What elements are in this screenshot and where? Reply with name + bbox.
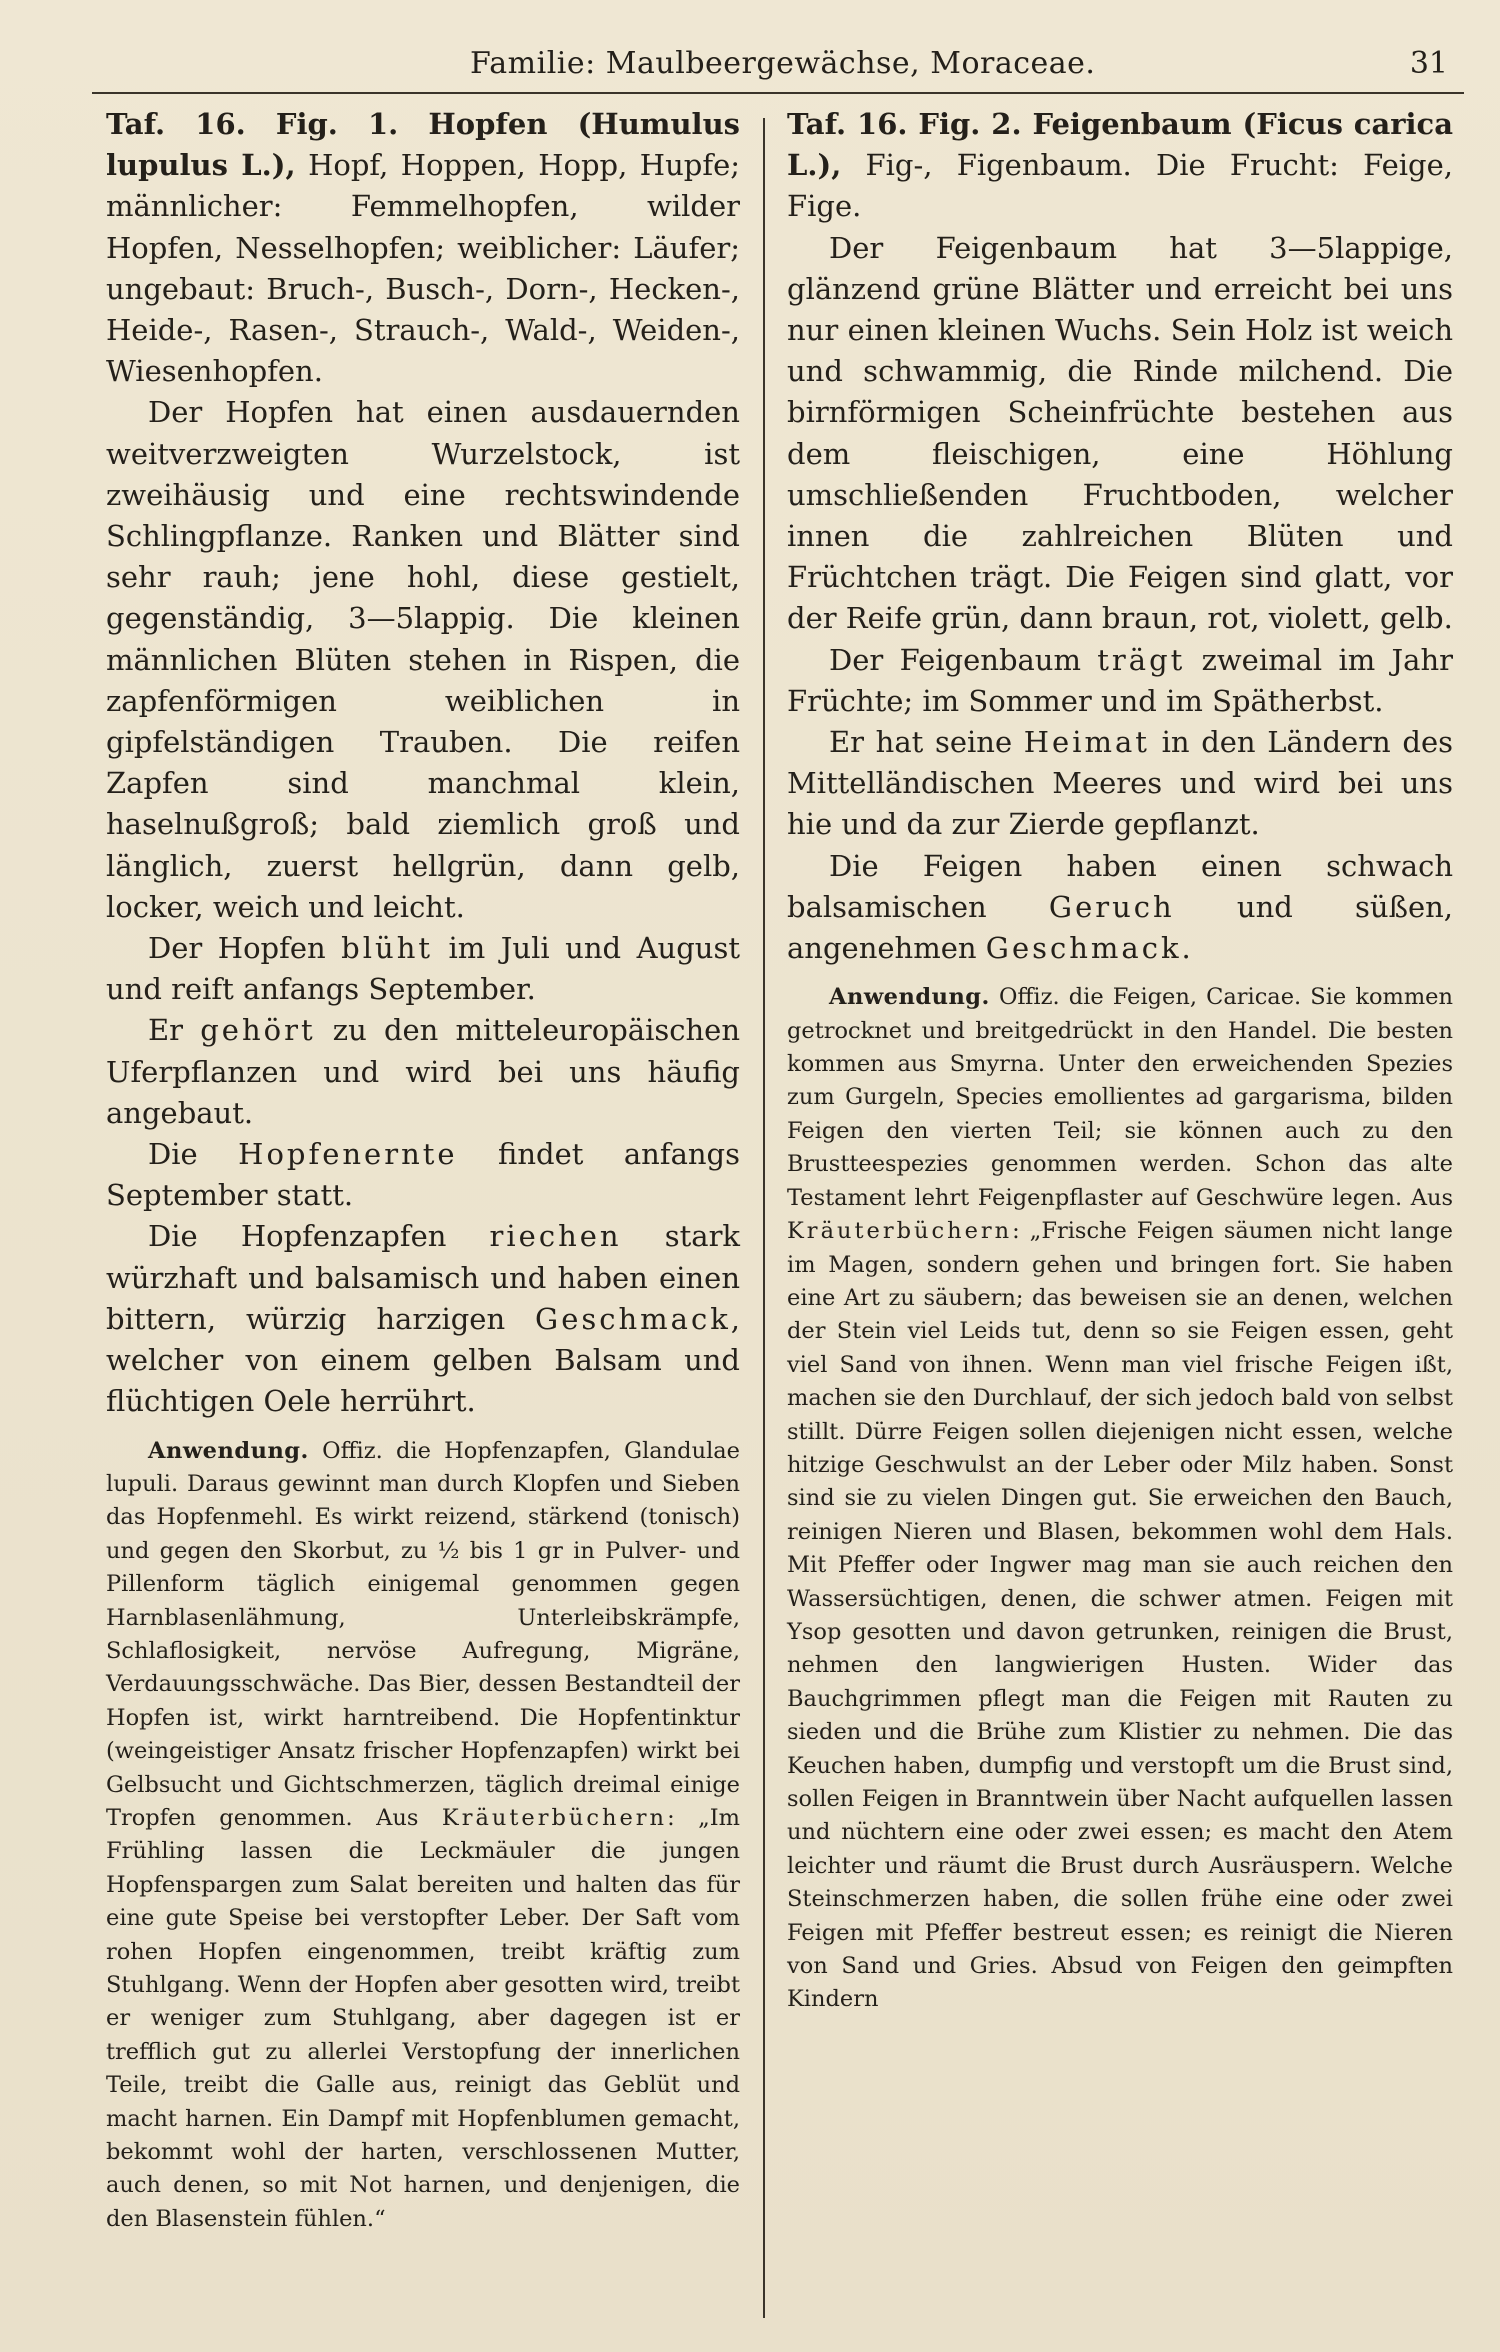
right-usage-paragraph — [787, 981, 1453, 2017]
left-p4-b: Hopfenernte — [238, 1137, 458, 1172]
left-usage-krauter: Kräuterbüchern — [441, 1804, 668, 1831]
right-p4-a: Die Feigen haben einen schwach balsamischen — [787, 848, 1453, 924]
header-rule — [92, 92, 1464, 94]
right-entry — [787, 104, 1453, 228]
right-entry-heading: Taf. 16. Fig. 2. Feigenbaum (Ficus carica L.), — [787, 107, 1453, 183]
left-usage-label: Anwendung. — [148, 1437, 309, 1464]
left-usage-text-a: Offiz. die Hopfenzapfen, Glandulae lupuli. Daraus gewinnt man durch Klopfen und Sieben das Hopfenmehl. Es wirkt reizend, stärkend (tonisch) und gegen den Skorbut, zu ½ bis 1 gr in Pulver- und Pillenform täglich einigemal genommen gegen Harnblasenlähmung, Unterleibskrämpfe, Schlaflosigkeit, nervöse Aufregung, Migräne, Verdauungsschwäche. Das Bier, dessen Bestandteil der Hopfen ist, wirkt harntreibend. Die Hopfentinktur (weingeistiger Ansatz frischer Hopfenzapfen) wirkt bei Gelbsucht und Gichtschmerzen, täglich dreimal einige Tropfen genommen. Aus — [106, 1437, 740, 1831]
right-p4-b: Geruch — [1048, 889, 1175, 924]
left-p2-a: Der Hopfen — [148, 931, 342, 966]
left-paragraph-habitat — [106, 1010, 740, 1134]
right-usage-text-b: : „Frische Feigen säumen nicht lange im Magen, sondern gehen und bringen fort. Sie haben eine Art zu säubern; das beweisen sie an denen, welchen der Stein viel Leids tut, denn so sie Feigen essen, geht viel Sand von ihnen. Wenn man viel frische Feigen ißt, machen sie den Durchlauf, der sich jedoch bald von selbst stillt. Dürre Feigen sollen diejenigen nicht essen, welche hitzige Geschwulst an der Leber oder Milz haben. Sonst sind sie zu vielen Dingen gut. Sie erweichen den Bauch, reinigen Nieren und Blasen, bekommen wohl dem Hals. Mit Pfeffer oder Ingwer mag man sie auch reichen den Wassersüchtigen, denen, die schwer atmen. Feigen mit Ysop gesotten und davon getrunken, reinigen die Brust, nehmen den langwierigen Husten. Wider das Bauchgrimmen pflegt man die Feigen mit Rauten zu sieden und die Brühe zum Klistier zu nehmen. Die das Keuchen haben, dumpfig und verstopft um die Brust sind, sollen Feigen in Branntwein über Nacht aufquellen lassen und nüchtern eine oder zwei essen; es macht den Atem leichter und räumt die Brust durch Ausräuspern. Welche Steinschmerzen haben, die sollen frühe eine oder zwei Feigen mit Pfeffer bestreut essen; es reinigt die Nieren von Sand und Gries. Absud von Feigen den geimpften Kindern — [787, 1218, 1453, 2013]
right-paragraph-description: Der Feigenbaum hat 3—5lappige, glänzend grüne Blätter und erreicht bei uns nur einen kleinen Wuchs. Sein Holz ist weich und schwammig, die Rinde milchend. Die birnförmigen Scheinfrüchte bestehen aus dem fleischigen, eine Höhlung umschließenden Fruchtboden, welcher innen die zahlreichen Blüten und Früchtchen trägt. Die Feigen sind glatt, vor der Reife grün, dann braun, rot, violett, gelb. — [787, 230, 1453, 636]
left-p5-b: riechen — [489, 1219, 622, 1254]
left-p2-c: im Juli und August und reift anfangs September. — [106, 931, 740, 1007]
left-column — [106, 104, 740, 2236]
right-p4-c: und süßen, angenehmen — [787, 889, 1454, 966]
left-p3-c: zu den mitteleuropäischen Uferpflanzen und wird bei uns häufig angebaut. — [106, 1013, 740, 1130]
left-paragraph-smell — [106, 1216, 740, 1422]
left-entry — [106, 104, 740, 392]
left-p5-a: Die Hopfenzapfen — [148, 1219, 490, 1254]
left-p3-a: Er — [148, 1013, 201, 1048]
left-usage-paragraph — [106, 1435, 740, 2237]
left-p2-b: blüht — [341, 931, 434, 966]
right-usage-krauter: Kräuterbüchern — [787, 1218, 1013, 1245]
right-large-section — [787, 104, 1453, 969]
right-usage-text-a: Offiz. die Feigen, Caricae. Sie kommen getrocknet und breitgedrückt in den Handel. Die besten kommen aus Smyrna. Unter den erweichenden Spezies zum Gurgeln, Species emollientes ad gargarisma, bilden Feigen den vierten Teil; sie können auch zu den Brustteespezies genommen werden. Schon das alte Testament lehrt Feigenpflaster auf Geschwüre legen. Aus — [787, 984, 1453, 1211]
left-large-section — [106, 104, 740, 1423]
column-divider — [763, 118, 765, 2318]
right-p2-b: trägt — [1097, 642, 1186, 677]
right-p4-d: Geschmack — [985, 931, 1182, 966]
right-entry-names: Fig-, Figenbaum. Die Frucht: Feige, Fige. — [787, 148, 1453, 224]
right-usage-section — [787, 981, 1453, 2017]
right-p3-a: Er hat seine — [829, 725, 1024, 760]
right-paragraph-smell — [787, 846, 1453, 970]
right-p4-e: . — [1181, 931, 1191, 966]
right-p3-c: in den Ländern des Mittelländischen Meeres und wird bei uns hie und da zur Zierde gepflanzt. — [787, 725, 1453, 842]
left-p5-c: stark würzhaft und balsamisch und haben einen bittern, würzig harzigen — [106, 1219, 741, 1336]
right-column — [787, 104, 1453, 2017]
right-p2-c: zweimal im Jahr Früchte; im Sommer und im Spätherbst. — [787, 642, 1453, 718]
right-usage-label: Anwendung. — [829, 984, 990, 1011]
right-p3-b: Heimat — [1023, 725, 1150, 760]
running-title: Familie: Maulbeergewächse, Moraceae. — [470, 46, 1096, 81]
left-p3-b: gehört — [200, 1013, 316, 1048]
left-p5-e: , welcher von einem gelben Balsam und flüchtigen Oele herrührt. — [106, 1301, 740, 1419]
left-p5-d: Geschmack — [535, 1301, 731, 1336]
left-entry-heading: Taf. 16. Fig. 1. Hopfen (Humulus lupulus L.), — [106, 107, 740, 183]
left-p4-c: findet anfangs September statt. — [106, 1137, 741, 1213]
left-paragraph-bloom — [106, 928, 740, 1010]
left-paragraph-description: Der Hopfen hat einen ausdauernden weitverzweigten Wurzelstock, ist zweihäusig und eine rechtswindende Schlingpflanze. Ranken und Blätter sind sehr rauh; jene hohl, diese gestielt, gegenständig, 3—5lappig. Die kleinen männlichen Blüten stehen in Rispen, die zapfenförmigen weiblichen in gipfelständigen Trauben. Die reifen Zapfen sind manchmal klein, haselnußgroß; bald ziemlich groß und länglich, zuerst hellgrün, dann gelb, locker, weich und leicht. — [106, 395, 740, 924]
right-paragraph-fruiting — [787, 640, 1453, 722]
running-header — [0, 40, 1500, 90]
right-p2-a: Der Feigenbaum — [829, 642, 1098, 677]
left-usage-text-b: : „Im Frühling lassen die Leckmäuler die jungen Hopfenspargen zum Salat bereiten und halten das für eine gute Speise bei verstopfter Leber. Der Saft vom rohen Hopfen eingenommen, treibt kräftig zum Stuhlgang. Wenn der Hopfen aber gesotten wird, treibt er weniger zum Stuhlgang, aber dagegen ist er trefflich gut zu allerlei Verstopfung der innerlichen Teile, treibt die Galle aus, reinigt das Geblüt und macht harnen. Ein Dampf mit Hopfenblumen gemacht, bekommt wohl der harten, verschlossenen Mutter, auch denen, so mit Not harnen, und denjenigen, die den Blasenstein fühlen.“ — [106, 1804, 740, 2232]
page-number: 31 — [1409, 46, 1448, 81]
right-paragraph-homeland — [787, 722, 1453, 846]
left-paragraph-harvest — [106, 1134, 740, 1216]
left-entry-names: Hopf, Hoppen, Hopp, Hupfe; männlicher: Femmelhopfen, wilder Hopfen, Nesselhopfen; weiblicher: Läufer; ungebaut: Bruch-, Busch-, Dorn-, Hecken-, Heide-, Rasen-, Strauch-, Wald-, Weiden-, Wiesenhopfen. — [106, 148, 740, 389]
left-usage-section — [106, 1435, 740, 2237]
left-p4-a: Die — [148, 1137, 239, 1172]
